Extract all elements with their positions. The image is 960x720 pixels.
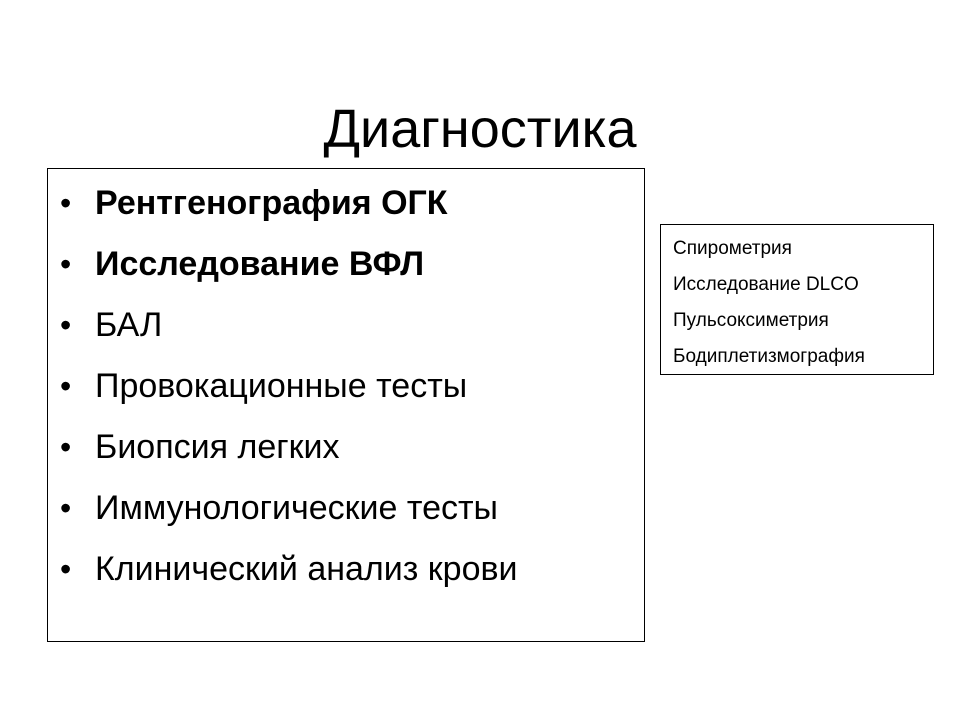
bullet-icon: • <box>60 551 72 587</box>
slide-title: Диагностика <box>323 99 637 160</box>
diagnostics-list <box>48 173 644 600</box>
list-item-label: Клинический анализ крови <box>95 550 518 588</box>
list-item <box>48 356 644 417</box>
bullet-icon: • <box>60 368 72 404</box>
list-item <box>48 173 644 234</box>
list-item <box>48 295 644 356</box>
side-item: Пульсоксиметрия <box>673 310 829 331</box>
bullet-icon: • <box>60 185 72 221</box>
list-item-label: Провокационные тесты <box>95 367 468 405</box>
bullet-icon: • <box>60 490 72 526</box>
list-item-label: Рентгенография ОГК <box>95 184 448 222</box>
list-item-label: Биопсия легких <box>95 428 340 466</box>
side-item: Спирометрия <box>673 238 792 259</box>
side-item: Бодиплетизмография <box>673 346 865 367</box>
list-item-label: Исследование ВФЛ <box>95 245 425 283</box>
list-item <box>48 417 644 478</box>
side-item: Исследование DLCO <box>673 274 859 295</box>
list-item <box>48 478 644 539</box>
list-item <box>48 234 644 295</box>
bullet-icon: • <box>60 429 72 465</box>
bullet-icon: • <box>60 307 72 343</box>
diagnostics-list-box <box>47 168 645 642</box>
list-item-label: Иммунологические тесты <box>95 489 498 527</box>
list-item <box>48 539 644 600</box>
lung-function-tests-box <box>660 224 934 375</box>
bullet-icon: • <box>60 246 72 282</box>
list-item-label: БАЛ <box>95 306 163 344</box>
